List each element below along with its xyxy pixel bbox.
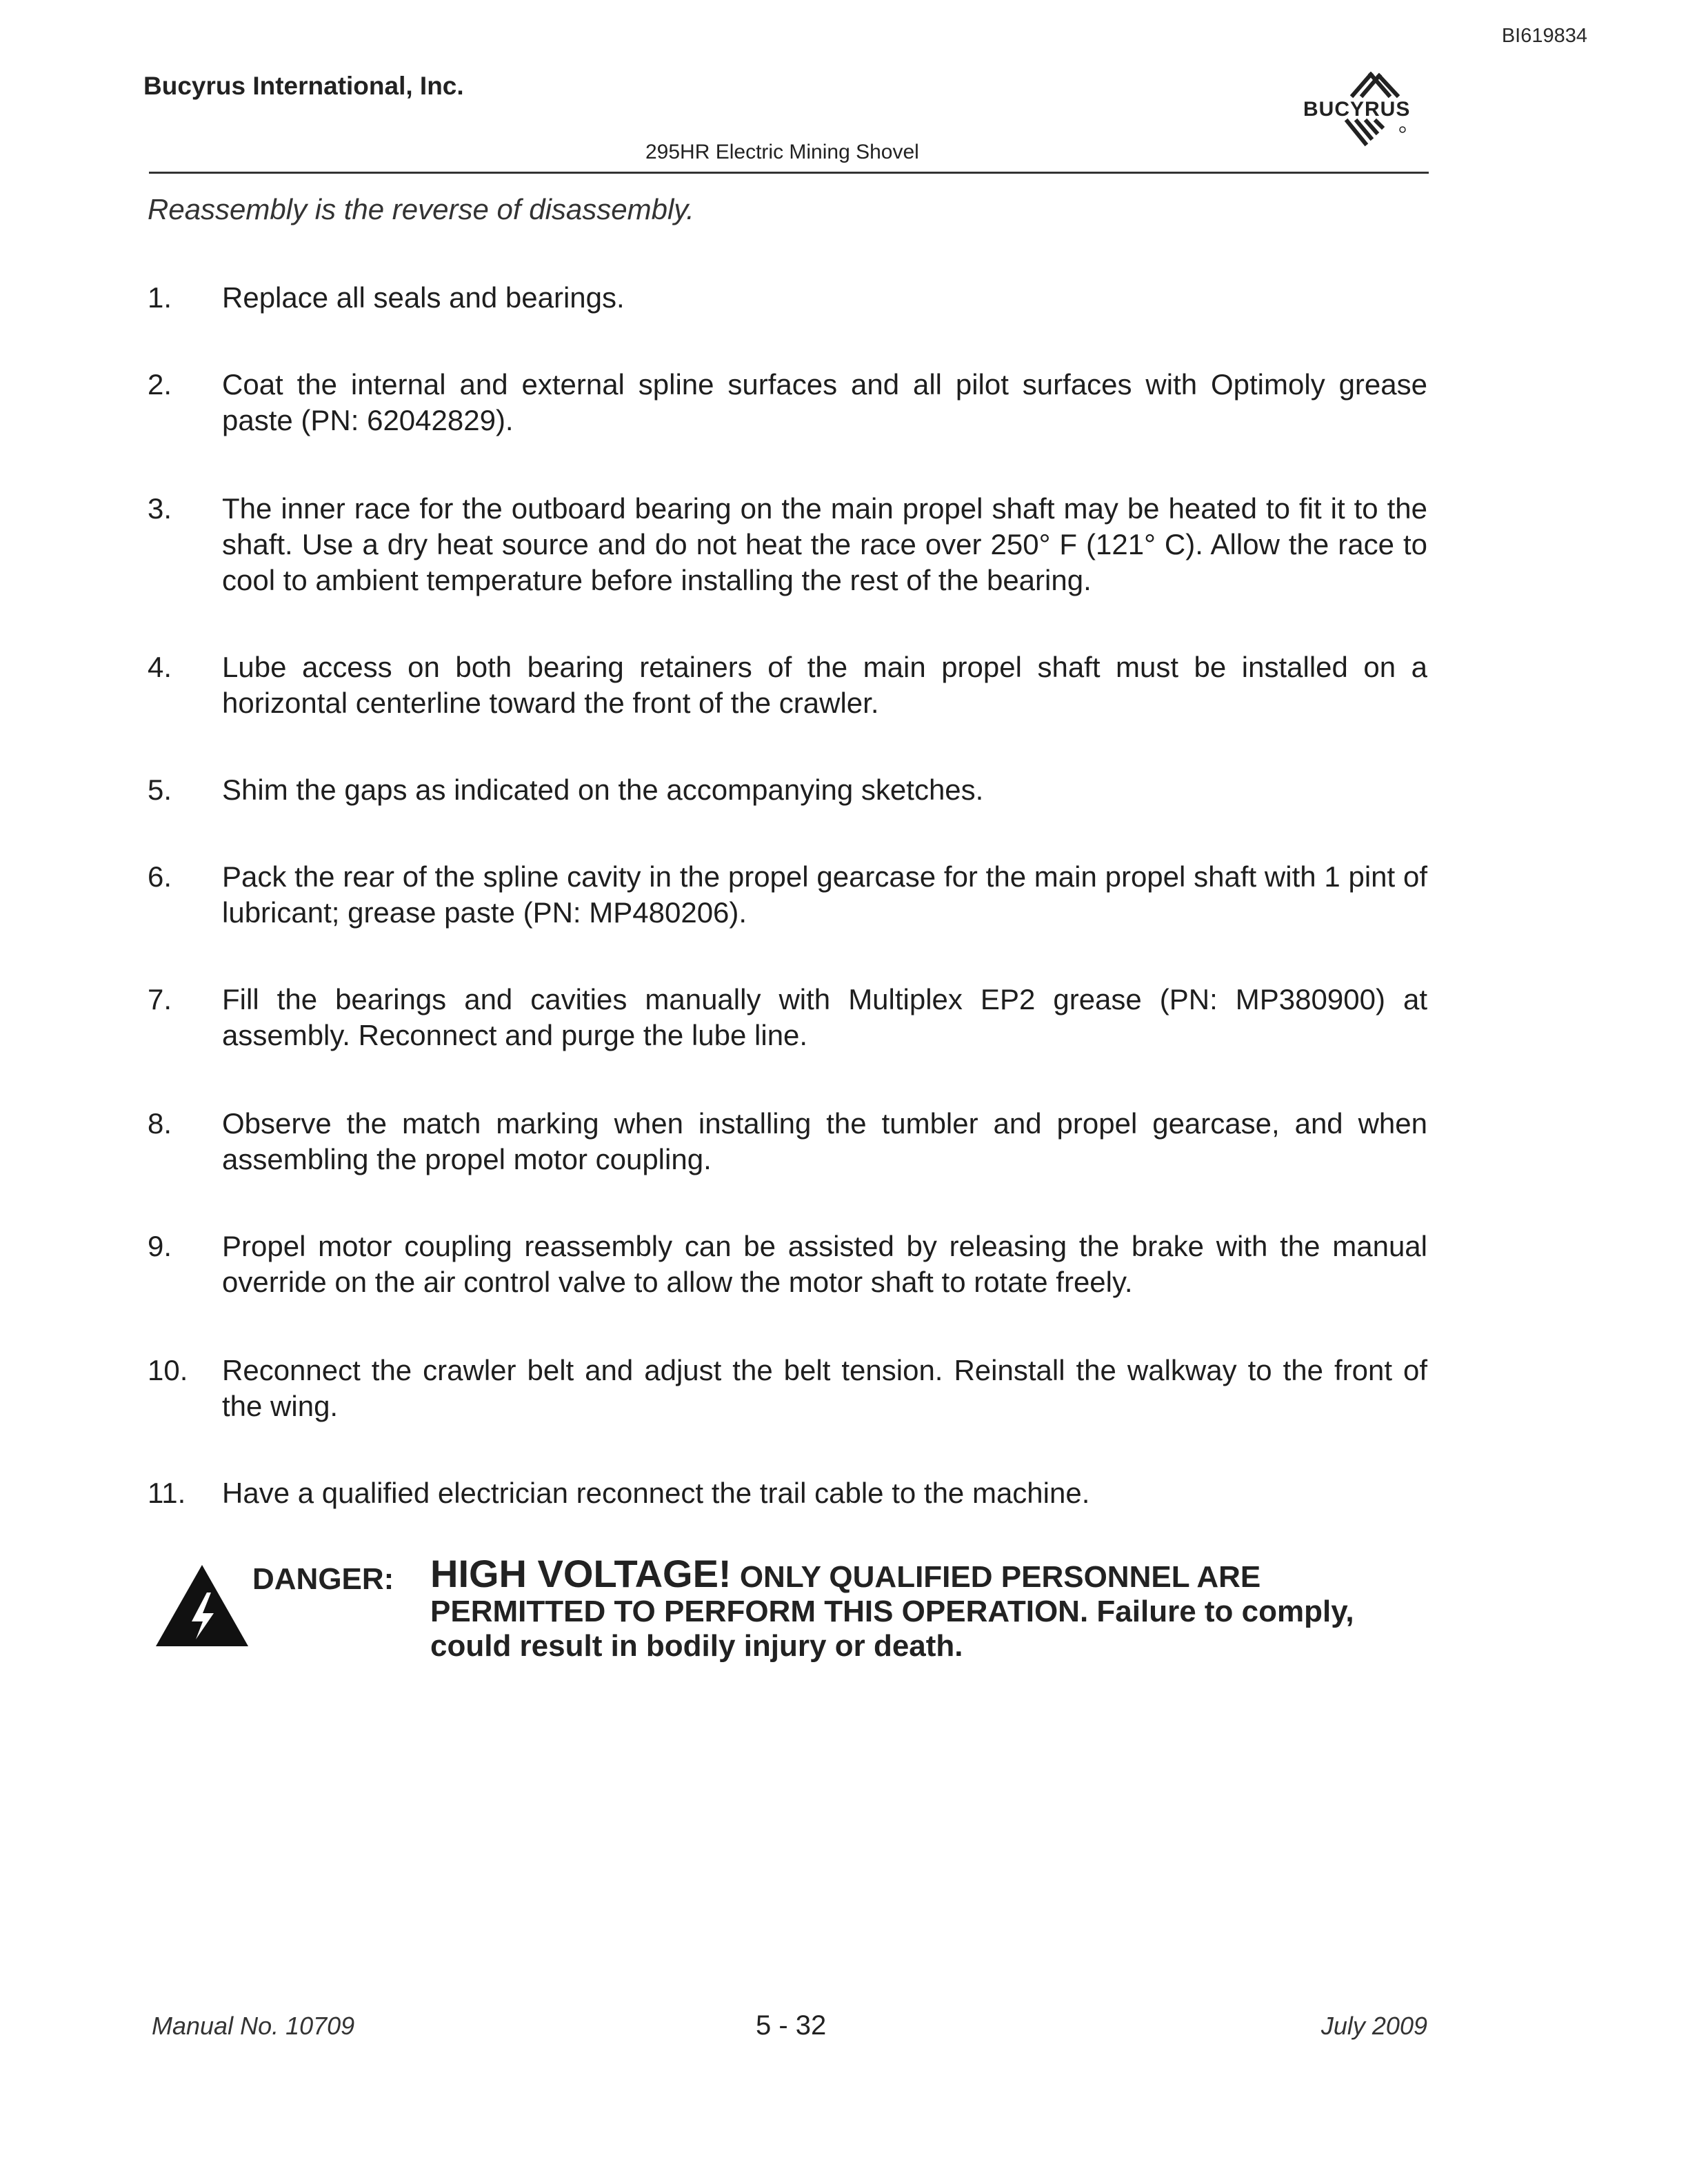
list-item xyxy=(148,491,1427,598)
step-text: Coat the internal and external spline surfaces and all pilot surfaces with Optimoly grease paste (PN: 62042829). xyxy=(222,368,1427,436)
danger-message xyxy=(430,1552,1434,1664)
step-text: Reconnect the crawler belt and adjust the belt tension. Reinstall the walkway to the front of the wing. xyxy=(222,1354,1427,1422)
bucyrus-logo xyxy=(1299,72,1430,154)
step-number: 10. xyxy=(148,1354,188,1386)
step-number: 9. xyxy=(148,1230,172,1262)
list-item xyxy=(148,1106,1427,1177)
intro-text: Reassembly is the reverse of disassembly. xyxy=(148,193,694,225)
step-number: 8. xyxy=(148,1107,172,1140)
list-item xyxy=(148,859,1427,931)
header-divider xyxy=(149,172,1429,174)
step-number: 11. xyxy=(148,1477,186,1509)
danger-label: DANGER: xyxy=(252,1562,394,1596)
manual-subtitle: 295HR Electric Mining Shovel xyxy=(645,141,919,163)
step-text: Lube access on both bearing retainers of the main propel shaft must be installed on a horizontal centerline toward the front of the crawler. xyxy=(222,651,1427,719)
danger-headline: HIGH VOLTAGE! xyxy=(430,1552,732,1595)
list-item xyxy=(148,1353,1427,1424)
step-number: 4. xyxy=(148,651,172,683)
danger-text: ONLY QUALIFIED PERSONNEL ARE PERMITTED TO PERFORM THIS OPERATION. Failure to comply, could result in bodily injury or death. xyxy=(430,1560,1354,1663)
publication-date: July 2009 xyxy=(1320,2012,1427,2040)
step-text: The inner race for the outboard bearing on the main propel shaft may be heated to fit it to the shaft. Use a dry heat source and do not heat the race over 250° F (121° C). Allow the race to cool to ambient temperature before installing the rest of the bearing. xyxy=(222,492,1427,596)
list-item xyxy=(148,982,1427,1053)
page-number: 5 - 32 xyxy=(756,2010,827,2041)
step-number: 1. xyxy=(148,281,172,314)
step-text: Pack the rear of the spline cavity in the propel gearcase for the main propel shaft with 1 pint of lubricant; grease paste (PN: MP480206). xyxy=(222,860,1427,929)
step-text: Observe the match marking when installing the tumbler and propel gearcase, and when assembling the propel motor coupling. xyxy=(222,1107,1427,1175)
step-text: Fill the bearings and cavities manually with Multiplex EP2 grease (PN: MP380900) at assembly. Reconnect and purge the lube line. xyxy=(222,983,1427,1051)
list-item xyxy=(148,1475,1427,1511)
step-text: Have a qualified electrician reconnect the trail cable to the machine. xyxy=(222,1477,1090,1509)
step-text: Propel motor coupling reassembly can be assisted by releasing the brake with the manual override on the air control valve to allow the motor shaft to rotate freely. xyxy=(222,1230,1427,1298)
step-number: 6. xyxy=(148,860,172,893)
high-voltage-warning-icon xyxy=(153,1562,251,1649)
list-item xyxy=(148,280,1427,316)
manual-number: Manual No. 10709 xyxy=(152,2012,355,2040)
step-number: 7. xyxy=(148,983,172,1015)
list-item xyxy=(148,1228,1427,1300)
list-item xyxy=(148,772,1427,808)
list-item xyxy=(148,649,1427,721)
list-item xyxy=(148,367,1427,438)
step-text: Replace all seals and bearings. xyxy=(222,281,625,314)
step-number: 2. xyxy=(148,368,172,401)
document-id: BI619834 xyxy=(1501,25,1587,47)
step-number: 5. xyxy=(148,774,172,806)
step-text: Shim the gaps as indicated on the accompanying sketches. xyxy=(222,774,984,806)
step-number: 3. xyxy=(148,492,172,525)
logo-wordmark: BUCYRUS xyxy=(1303,98,1411,121)
company-name: Bucyrus International, Inc. xyxy=(143,72,464,100)
